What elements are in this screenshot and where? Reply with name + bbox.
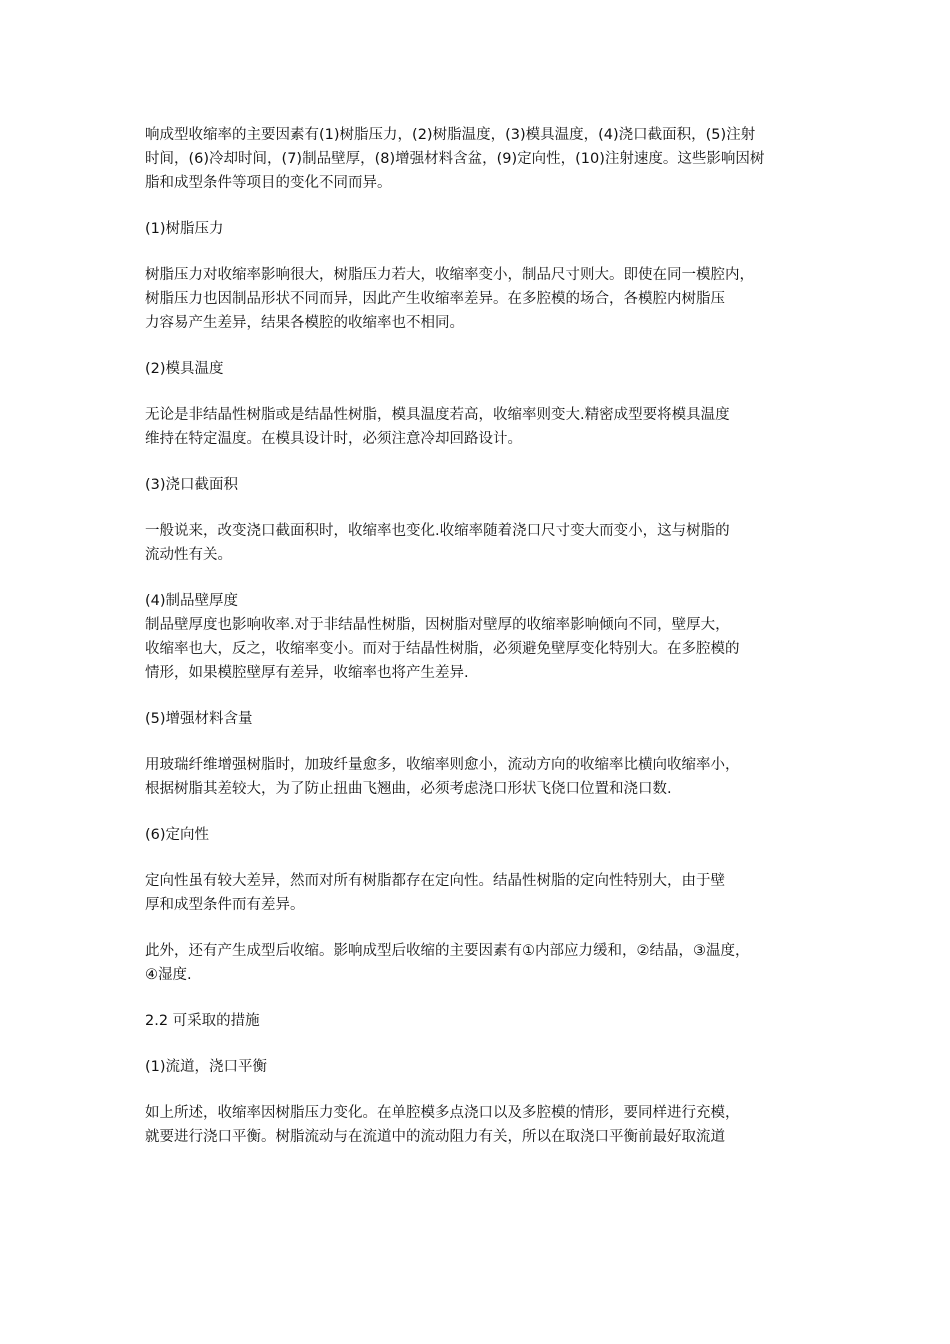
heading-orientation (145, 823, 825, 847)
text-line: 厚和成型条件而有差异。 (145, 897, 305, 913)
text-line: 制品壁厚度也影响收率.对于非结晶性树脂，因树脂对壁厚的收缩率影响倾向不同，壁厚大， (145, 617, 730, 633)
text-line: 如上所述，收缩率因树脂压力变化。在单腔模多点浇口以及多腔模的情形，要同样进行充模， (145, 1105, 740, 1121)
section-wall-thickness (145, 589, 825, 685)
heading-resin-pressure (145, 217, 825, 241)
paragraph-post-shrinkage (145, 939, 825, 987)
text-line: 收缩率也大，反之，收缩率变小。而对于结晶性树脂，必须避免壁厚变化特别大。在多腔模的 (145, 641, 740, 657)
text-line: 用玻瑞纤维增强树脂时，加玻纤量愈多，收缩率则愈小，流动方向的收缩率比横向收缩率小， (145, 757, 740, 773)
document-page (145, 123, 825, 1149)
text-line: 流动性有关。 (145, 547, 232, 563)
text-line: 根据树脂其差较大，为了防止扭曲飞翘曲，必须考虑浇口形状飞侥口位置和浇口数. (145, 781, 672, 797)
section-heading: (6)定向性 (145, 827, 210, 843)
text-line: 此外，还有产生成型后收缩。影响成型后收缩的主要因素有①内部应力缓和，②结晶，③温度， (145, 943, 750, 959)
text-line: 情形，如果模腔壁厚有差异，收缩率也将产生差异. (145, 665, 469, 681)
paragraph-gate-area (145, 519, 825, 567)
heading-runner-gate-balance (145, 1055, 825, 1079)
section-heading: (3)浇口截面积 (145, 477, 239, 493)
paragraph-mold-temperature (145, 403, 825, 451)
text-line: 响成型收缩率的主要因素有(1)树脂压力，(2)树脂温度，(3)模具温度，(4)浇口截面积，(5)注射 (145, 127, 756, 143)
heading-gate-area (145, 473, 825, 497)
text-line: 就要进行浇口平衡。树脂流动与在流道中的流动阻力有关，所以在取浇口平衡前最好取流道 (145, 1129, 725, 1145)
text-line: 无论是非结晶性树脂或是结晶性树脂，模具温度若高，收缩率则变大.精密成型要将模具温度 (145, 407, 730, 423)
section-heading: (5)增强材料含量 (145, 711, 253, 727)
heading-reinforcement (145, 707, 825, 731)
text-line: 维持在特定温度。在模具设计时，必须注意冷却回路设计。 (145, 431, 522, 447)
text-line: 一般说来，改变浇口截面积时，收缩率也变化.收缩率随着浇口尺寸变大而变小，这与树脂的 (145, 523, 730, 539)
section-heading: (4)制品壁厚度 (145, 593, 239, 609)
paragraph-intro (145, 123, 825, 195)
text-line: 定向性虽有较大差异，然而对所有树脂都存在定向性。结晶性树脂的定向性特别大，由于壁 (145, 873, 725, 889)
heading-mold-temperature (145, 357, 825, 381)
heading-measures (145, 1009, 825, 1033)
section-heading: (1)树脂压力 (145, 221, 224, 237)
text-line: 脂和成型条件等项目的变化不同而异。 (145, 175, 392, 191)
paragraph-reinforcement (145, 753, 825, 801)
section-heading: 2.2 可采取的措施 (145, 1013, 260, 1029)
text-line: 树脂压力也因制品形状不同而异，因此产生收缩率差异。在多腔模的场合，各模腔内树脂压 (145, 291, 725, 307)
paragraph-runner-gate-balance (145, 1101, 825, 1149)
paragraph-resin-pressure (145, 263, 825, 335)
text-line: 力容易产生差异，结果各模腔的收缩率也不相同。 (145, 315, 464, 331)
section-heading: (2)模具温度 (145, 361, 224, 377)
section-heading: (1)流道，浇口平衡 (145, 1059, 268, 1075)
text-line: 时间，(6)冷却时间，(7)制品壁厚，(8)增强材料含盆，(9)定向性，(10)注射速度。这些影响因树 (145, 151, 765, 167)
paragraph-orientation (145, 869, 825, 917)
text-line: ④湿度. (145, 967, 192, 983)
text-line: 树脂压力对收缩率影响很大，树脂压力若大，收缩率变小，制品尺寸则大。即使在同一模腔内， (145, 267, 754, 283)
